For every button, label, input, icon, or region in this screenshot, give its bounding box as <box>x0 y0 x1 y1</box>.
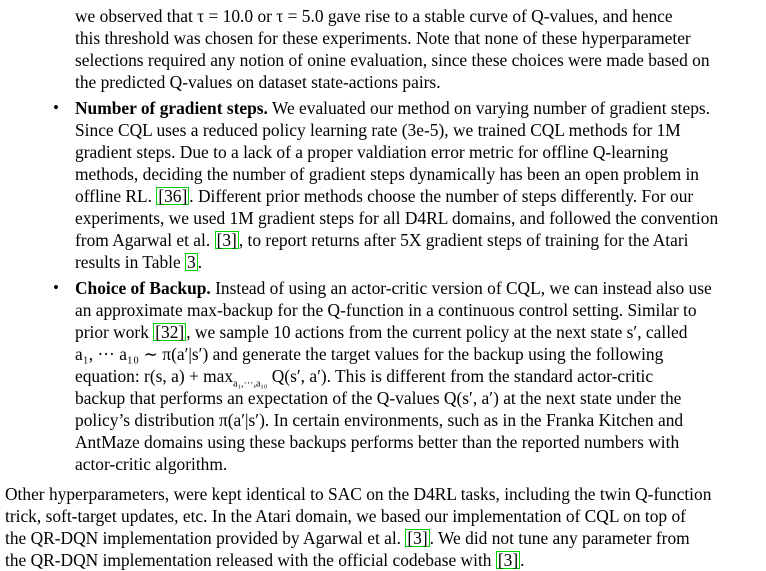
bullet2-line: backup that performs an expectation of the Q-values Q(s′, a′) at the next state under the <box>75 388 682 408</box>
bullet2-text: Instead of using an actor-critic version of CQL, we can instead also use <box>210 278 712 298</box>
intro-line: we observed that τ = 10.0 or τ = 5.0 gave rise to a stable curve of Q-values, and hence <box>75 6 673 26</box>
intro-line: the predicted Q-values on dataset state-actions pairs. <box>75 72 441 92</box>
bullet2-line <box>75 365 654 390</box>
citation-link[interactable]: [3] <box>497 550 519 570</box>
bullet1-line <box>75 251 202 273</box>
bullet1-text: . <box>197 252 203 272</box>
bullet1-line: methods, deciding the number of gradient steps dynamically has been an open problem in <box>75 164 699 184</box>
citation-link[interactable]: [32] <box>155 322 185 342</box>
equation-subscript: a₁,···,a₁₀ <box>233 378 268 390</box>
citation-link[interactable]: [3] <box>407 528 428 548</box>
citation-link[interactable]: [36] <box>158 186 188 206</box>
outro-text: . <box>520 550 525 570</box>
bullet2-line <box>75 321 687 343</box>
bullet2-line: actor-critic algorithm. <box>75 454 228 474</box>
bullet2-line: an approximate max-backup for the Q-function in a continuous control setting. Similar to <box>75 300 697 320</box>
bullet-marker: • <box>53 278 59 297</box>
intro-line: this threshold was chosen for these experiments. Note that none of these hyperparameter <box>75 28 691 48</box>
bullet2-text: prior work <box>75 322 154 342</box>
outro-line <box>5 527 690 549</box>
bullet2-text: , we sample 10 actions from the current policy at the next state s′, called <box>186 322 688 342</box>
bullet1-text: . Different prior methods choose the number of steps differently. For our <box>189 186 694 206</box>
intro-line: selections required any notion of onine evaluation, since these choices were made based on <box>75 50 710 70</box>
bullet-marker: • <box>53 98 59 117</box>
outro-line: Other hyperparameters, were kept identical to SAC on the D4RL tasks, including the twin Q-function <box>5 484 712 504</box>
bullet1-line: experiments, we used 1M gradient steps for all D4RL domains, and followed the convention <box>75 208 719 228</box>
bullet2-line <box>75 277 712 299</box>
bullet2-line: a₁, ··· a₁₀ ∼ π(a′|s′) and generate the target values for the backup using the following <box>75 344 664 364</box>
bullet2-line: AntMaze domains using these backups performs better than the reported numbers with <box>75 432 680 452</box>
bullet2-text: Q(s′, a′). This is different from the standard actor-critic <box>267 366 654 386</box>
outro-line: trick, soft-target updates, etc. In the Atari domain, we based our implementation of CQL on top of <box>5 506 686 526</box>
bullet1-text: from Agarwal et al. <box>75 230 215 250</box>
bullet1-line <box>75 229 688 251</box>
outro-text: the QR-DQN implementation provided by Agarwal et al. <box>5 528 406 548</box>
outro-text: the QR-DQN implementation released with the official codebase with <box>5 550 496 570</box>
bullet1-line: Since CQL uses a reduced policy learning rate (3e-5), we trained CQL methods for 1M <box>75 120 681 140</box>
outro-text: . We did not tune any parameter from <box>429 528 690 548</box>
citation-link[interactable]: [3] <box>216 230 237 250</box>
bullet2-line: policy’s distribution π(a′|s′). In certain environments, such as in the Franka Kitchen and <box>75 410 684 430</box>
bullet1-text: results in Table <box>75 252 186 272</box>
bullet1-title: Number of gradient steps. <box>75 98 268 118</box>
table-ref-link[interactable]: 3 <box>187 252 196 272</box>
bullet1-line: gradient steps. Due to a lack of a proper valdiation error metric for offline Q-learning <box>75 142 669 162</box>
bullet1-text: We evaluated our method on varying number of gradient steps. <box>267 98 711 118</box>
bullet1-text: offline RL. <box>75 186 157 206</box>
bullet2-title: Choice of Backup. <box>75 278 211 298</box>
bullet1-line <box>75 97 710 119</box>
bullet1-line <box>75 185 693 207</box>
bullet1-text: , to report returns after 5X gradient steps of training for the Atari <box>238 230 689 250</box>
bullet2-text: equation: r(s, a) + max <box>75 366 234 386</box>
outro-line <box>5 549 524 571</box>
